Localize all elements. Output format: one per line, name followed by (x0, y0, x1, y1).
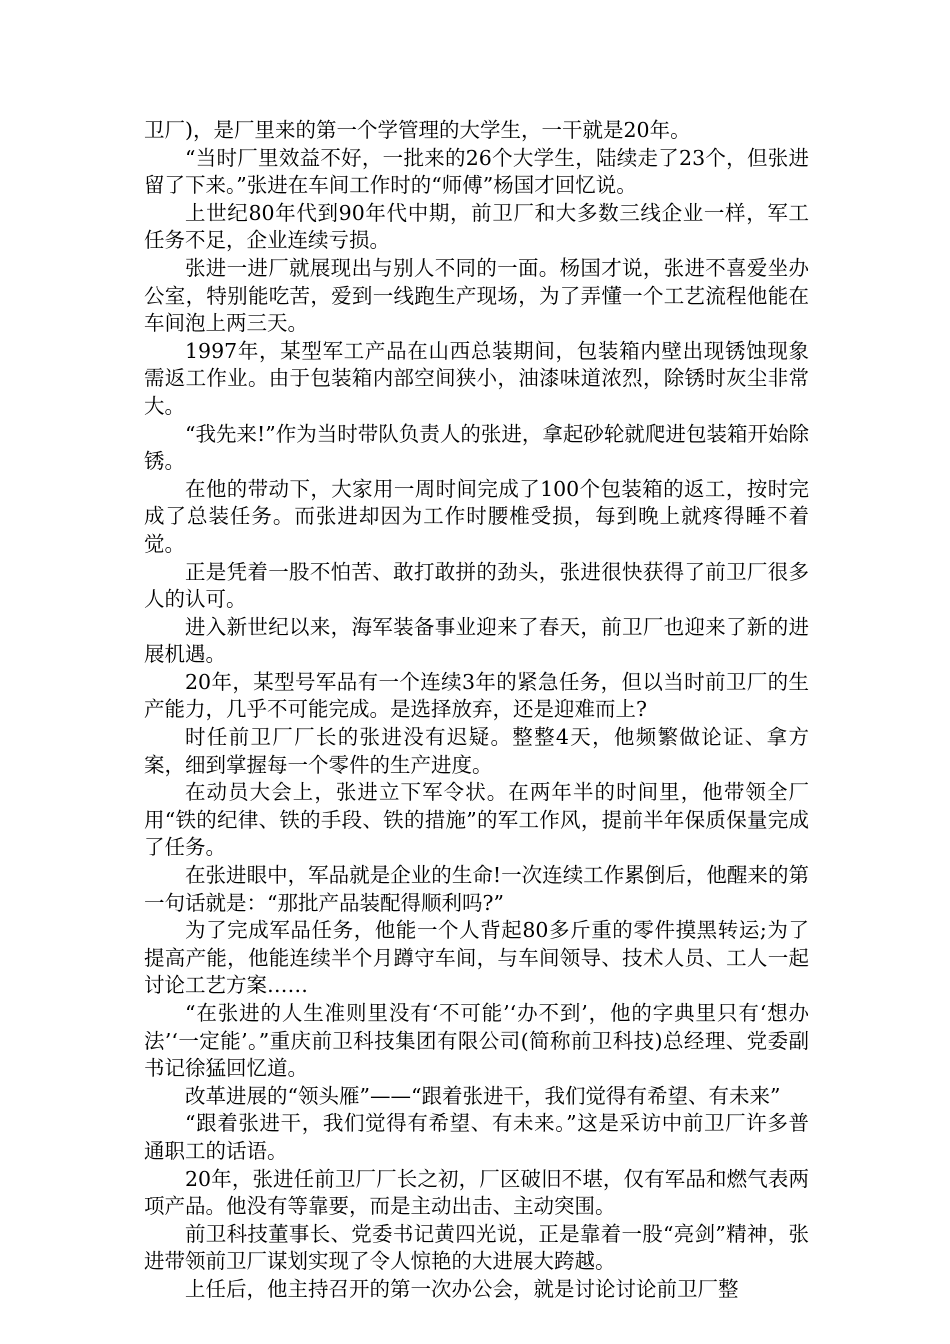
paragraph: 在他的带动下，大家用一周时间完成了100个包装箱的返工，按时完成了总装任务。而张进却因为工作时腰椎受损，每到晚上就疼得睡不着觉。 (144, 476, 809, 556)
paragraph: 1997年，某型军工产品在山西总装期间，包装箱内壁出现锈蚀现象需返工作业。由于包装箱内部空间狭小，油漆味道浓烈，除锈时灰尘非常大。 (144, 338, 809, 418)
article-body (144, 117, 809, 1304)
paragraph: “在张进的人生准则里没有‘不可能’‘办不到’，他的字典里只有‘想办法’‘一定能’。”重庆前卫科技集团有限公司(简称前卫科技)总经理、党委副书记徐猛回忆道。 (144, 1001, 809, 1081)
paragraph: 上世纪80年代到90年代中期，前卫厂和大多数三线企业一样，军工任务不足，企业连续亏损。 (144, 200, 809, 253)
paragraph: 正是凭着一股不怕苦、敢打敢拼的劲头，张进很快获得了前卫厂很多人的认可。 (144, 559, 809, 612)
paragraph: 前卫科技董事长、党委书记黄四光说，正是靠着一股“亮剑”精神，张进带领前卫厂谋划实现了令人惊艳的大进展大跨越。 (144, 1221, 809, 1274)
paragraph: “跟着张进干，我们觉得有希望、有未来。”这是采访中前卫厂许多普通职工的话语。 (144, 1111, 809, 1163)
paragraph: “当时厂里效益不好，一批来的26个大学生，陆续走了23个，但张进留了下来。”张进在车间工作时的“师傅”杨国才回忆说。 (144, 145, 809, 198)
paragraph: 在张进眼中，军品就是企业的生命!一次连续工作累倒后，他醒来的第一句话就是：“那批产品装配得顺利吗?” (144, 863, 809, 915)
paragraph: 为了完成军品任务，他能一个人背起80多斤重的零件摸黑转运;为了提高产能，他能连续半个月蹲守车间，与车间领导、技术人员、工人一起讨论工艺方案…… (144, 918, 809, 998)
paragraph: “我先来!”作为当时带队负责人的张进，拿起砂轮就爬进包装箱开始除锈。 (144, 421, 809, 474)
section-heading: 改革进展的“领头雁”——“跟着张进干，我们觉得有希望、有未来” (185, 1083, 781, 1108)
paragraph: 卫厂)，是厂里来的第一个学管理的大学生，一干就是20年。 (144, 118, 691, 142)
paragraph: 时任前卫厂厂长的张进没有迟疑。整整4天，他频繁做论证、拿方案，细到掌握每一个零件的生产进度。 (144, 725, 809, 777)
paragraph: 在动员大会上，张进立下军令状。在两年半的时间里，他带领全厂用“铁的纪律、铁的手段、铁的措施”的军工作风，提前半年保质保量完成了任务。 (144, 780, 809, 860)
paragraph: 上任后，他主持召开的第一次办公会，就是讨论讨论前卫厂整 (185, 1276, 739, 1301)
paragraph: 进入新世纪以来，海军装备事业迎来了春天，前卫厂也迎来了新的进展机遇。 (144, 614, 809, 667)
paragraph: 20年，张进任前卫厂厂长之初，厂区破旧不堪，仅有军品和燃气表两项产品。他没有等靠要，而是主动出击、主动突围。 (144, 1166, 809, 1219)
paragraph: 张进一进厂就展现出与别人不同的一面。杨国才说，张进不喜爱坐办公室，特别能吃苦，爱到一线跑生产现场，为了弄懂一个工艺流程他能在车间泡上两三天。 (144, 255, 809, 336)
paragraph: 20年，某型号军品有一个连续3年的紧急任务，但以当时前卫厂的生产能力，几乎不可能完成。是选择放弃，还是迎难而上? (144, 669, 809, 722)
